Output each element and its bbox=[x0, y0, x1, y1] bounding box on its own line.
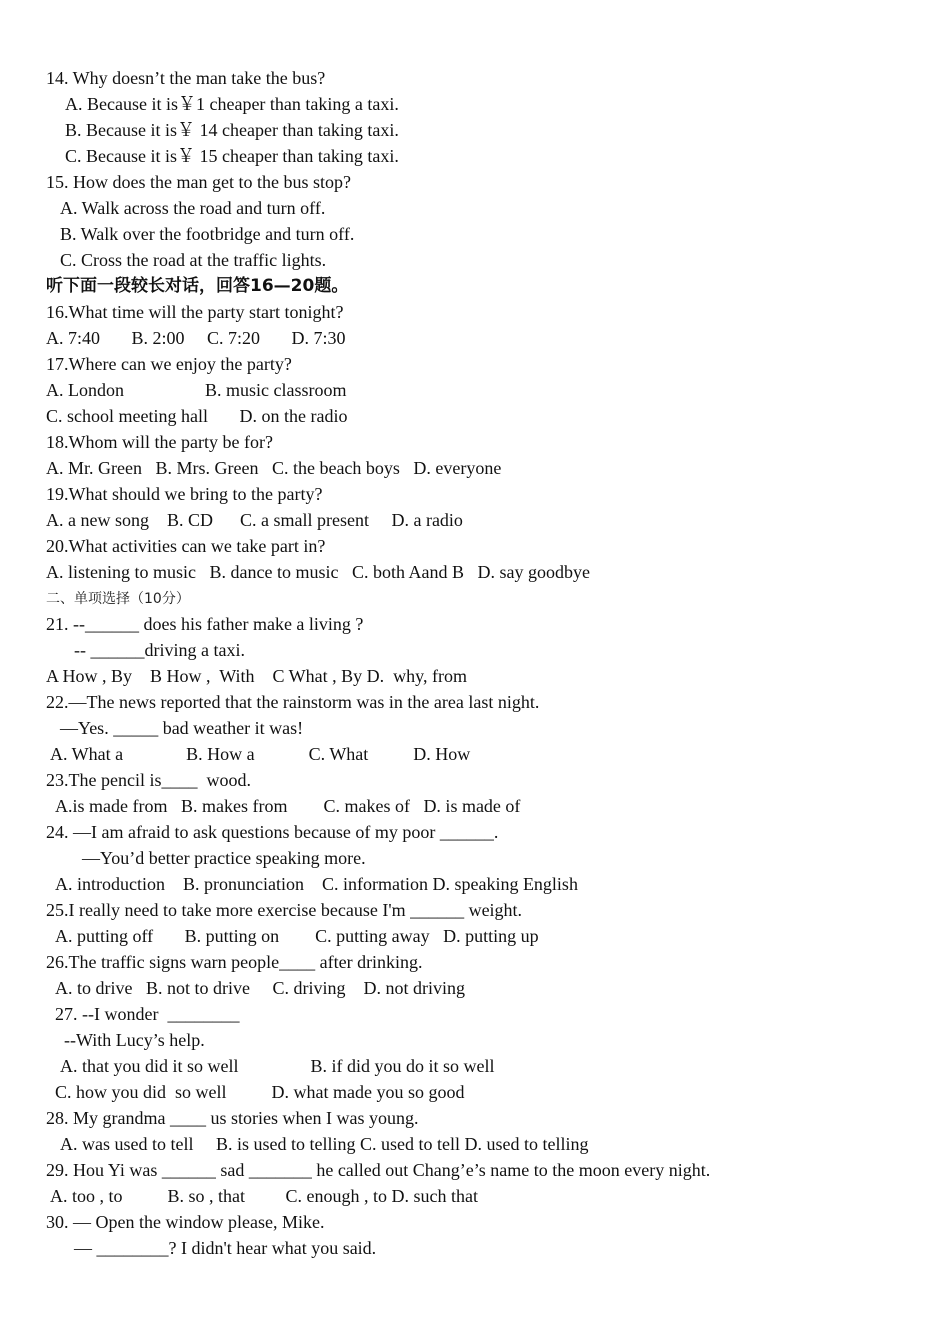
question-25: 25.I really need to take more exercise because I'm ______ weight. bbox=[46, 900, 523, 920]
q27-options-ab: A. that you did it so well B. if did you do it so well bbox=[60, 1056, 495, 1076]
question-30: 30. — Open the window please, Mike. bbox=[46, 1212, 325, 1232]
q27-reply: --With Lucy’s help. bbox=[64, 1030, 205, 1050]
question-21: 21. --______ does his father make a living ? bbox=[46, 614, 364, 634]
section-instruction: 听下面一段较长对话，回答16—20题。 bbox=[46, 276, 349, 296]
question-20: 20.What activities can we take part in? bbox=[46, 536, 326, 556]
question-16: 16.What time will the party start tonight? bbox=[46, 302, 344, 322]
q28-options: A. was used to tell B. is used to telling C. used to tell D. used to telling bbox=[60, 1134, 589, 1154]
question-26: 26.The traffic signs warn people____ after drinking. bbox=[46, 952, 423, 972]
q17-options-cd: C. school meeting hall D. on the radio bbox=[46, 406, 348, 426]
question-18: 18.Whom will the party be for? bbox=[46, 432, 273, 452]
q16-options: A. 7:40 B. 2:00 C. 7:20 D. 7:30 bbox=[46, 328, 346, 348]
question-17: 17.Where can we enjoy the party? bbox=[46, 354, 292, 374]
question-29: 29. Hou Yi was ______ sad _______ he called out Chang’e’s name to the moon every night. bbox=[46, 1160, 711, 1180]
q14-option-a: A. Because it is￥1 cheaper than taking a taxi. bbox=[65, 94, 399, 114]
q18-options: A. Mr. Green B. Mrs. Green C. the beach boys D. everyone bbox=[46, 458, 502, 478]
q20-options: A. listening to music B. dance to music C. both Aand B D. say goodbye bbox=[46, 562, 590, 582]
question-15: 15. How does the man get to the bus stop? bbox=[46, 172, 351, 192]
question-22: 22.—The news reported that the rainstorm was in the area last night. bbox=[46, 692, 540, 712]
q17-options-ab: A. London B. music classroom bbox=[46, 380, 347, 400]
q30-reply: — ________? I didn't hear what you said. bbox=[74, 1238, 377, 1258]
question-24: 24. —I am afraid to ask questions because of my poor ______. bbox=[46, 822, 499, 842]
q22-options: A. What a B. How a C. What D. How bbox=[50, 744, 471, 764]
question-28: 28. My grandma ____ us stories when I was young. bbox=[46, 1108, 419, 1128]
q25-options: A. putting off B. putting on C. putting away D. putting up bbox=[55, 926, 539, 946]
q29-options: A. too , to B. so , that C. enough , to D. such that bbox=[50, 1186, 478, 1206]
q15-option-c: C. Cross the road at the traffic lights. bbox=[60, 250, 327, 270]
q14-option-c: C. Because it is￥ 15 cheaper than taking taxi. bbox=[65, 146, 399, 166]
question-19: 19.What should we bring to the party? bbox=[46, 484, 323, 504]
q15-option-a: A. Walk across the road and turn off. bbox=[60, 198, 326, 218]
question-23: 23.The pencil is____ wood. bbox=[46, 770, 251, 790]
q23-options: A.is made from B. makes from C. makes of D. is made of bbox=[55, 796, 521, 816]
q21-reply: -- ______driving a taxi. bbox=[74, 640, 245, 660]
question-27: 27. --I wonder ________ bbox=[55, 1004, 240, 1024]
q27-options-cd: C. how you did so well D. what made you so good bbox=[55, 1082, 465, 1102]
q26-options: A. to drive B. not to drive C. driving D. not driving bbox=[55, 978, 465, 998]
q15-option-b: B. Walk over the footbridge and turn off. bbox=[60, 224, 355, 244]
q24-reply: —You’d better practice speaking more. bbox=[82, 848, 366, 868]
section-heading: 二、单项选择（10分） bbox=[46, 591, 190, 607]
q14-option-b: B. Because it is￥ 14 cheaper than taking taxi. bbox=[65, 120, 399, 140]
q24-options: A. introduction B. pronunciation C. information D. speaking English bbox=[55, 874, 578, 894]
q21-options: A How , By B How , With C What , By D. why, from bbox=[46, 666, 467, 686]
q22-reply: —Yes. _____ bad weather it was! bbox=[60, 718, 304, 738]
question-14: 14. Why doesn’t the man take the bus? bbox=[46, 68, 326, 88]
q19-options: A. a new song B. CD C. a small present D. a radio bbox=[46, 510, 463, 530]
